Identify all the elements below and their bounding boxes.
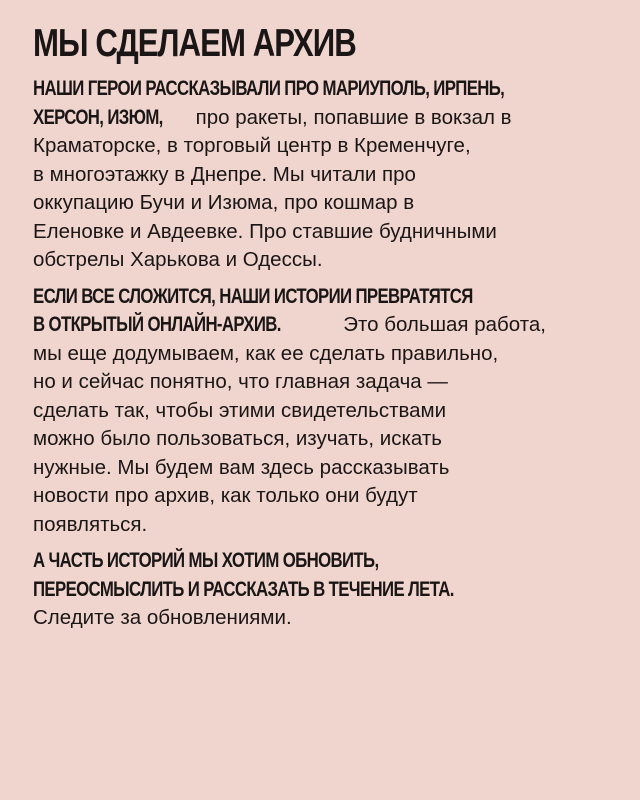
paragraph-lead: В ОТКРЫТЫЙ ОНЛАЙН-АРХИВ. [33, 313, 281, 336]
paragraph-lead: ХЕРСОН, ИЗЮМ, [33, 105, 163, 129]
paragraph-line: Еленовке и Авдеевке. Про ставшие будничными [33, 219, 497, 243]
paragraph-line [33, 311, 613, 340]
paragraph-line: оккупацию Бучи и Изюма, про кошмар в [33, 191, 415, 214]
page-title: МЫ СДЕЛАЕМ АРХИВ [33, 22, 356, 65]
paragraph-line: мы еще додумываем, как ее сделать правильно, [33, 341, 499, 365]
paragraph-line: Следите за обновлениями. [33, 606, 292, 629]
document-page [33, 22, 613, 641]
paragraph-line: обстрелы Харькова и Одессы. [33, 248, 323, 271]
paragraph-lead: ЕСЛИ ВСЕ СЛОЖИТСЯ, НАШИ ИСТОРИИ ПРЕВРАТЯТСЯ [33, 284, 473, 308]
paragraph-text: Это большая работа, [343, 313, 546, 336]
paragraph-updates [33, 547, 613, 633]
paragraph-line: Краматорске, в торговый центр в Кременчуге, [33, 134, 471, 157]
paragraph-text: про ракеты, попавшие в вокзал в [195, 105, 512, 129]
paragraph-heroes [33, 75, 613, 275]
paragraph-lead: А ЧАСТЬ ИСТОРИЙ МЫ ХОТИМ ОБНОВИТЬ, [33, 549, 379, 572]
paragraph-line: но и сейчас понятно, что главная задача — [33, 370, 448, 393]
paragraph-line [33, 104, 613, 133]
paragraph-archive [33, 283, 613, 540]
paragraph-line: в многоэтажку в Днепре. Мы читали про [33, 162, 416, 186]
paragraph-line: можно было пользоваться, изучать, искать [33, 427, 442, 450]
paragraph-line: новости про архив, как только они будут [33, 484, 418, 507]
paragraph-lead: НАШИ ГЕРОИ РАССКАЗЫВАЛИ ПРО МАРИУПОЛЬ, ИРПЕНЬ, [33, 77, 505, 100]
paragraph-line: появляться. [33, 512, 148, 536]
paragraph-lead: ПЕРЕОСМЫСЛИТЬ И РАССКАЗАТЬ В ТЕЧЕНИЕ ЛЕТА. [33, 577, 454, 601]
paragraph-line: сделать так, чтобы этими свидетельствами [33, 398, 447, 422]
paragraph-line: нужные. Мы будем вам здесь рассказывать [33, 455, 450, 479]
